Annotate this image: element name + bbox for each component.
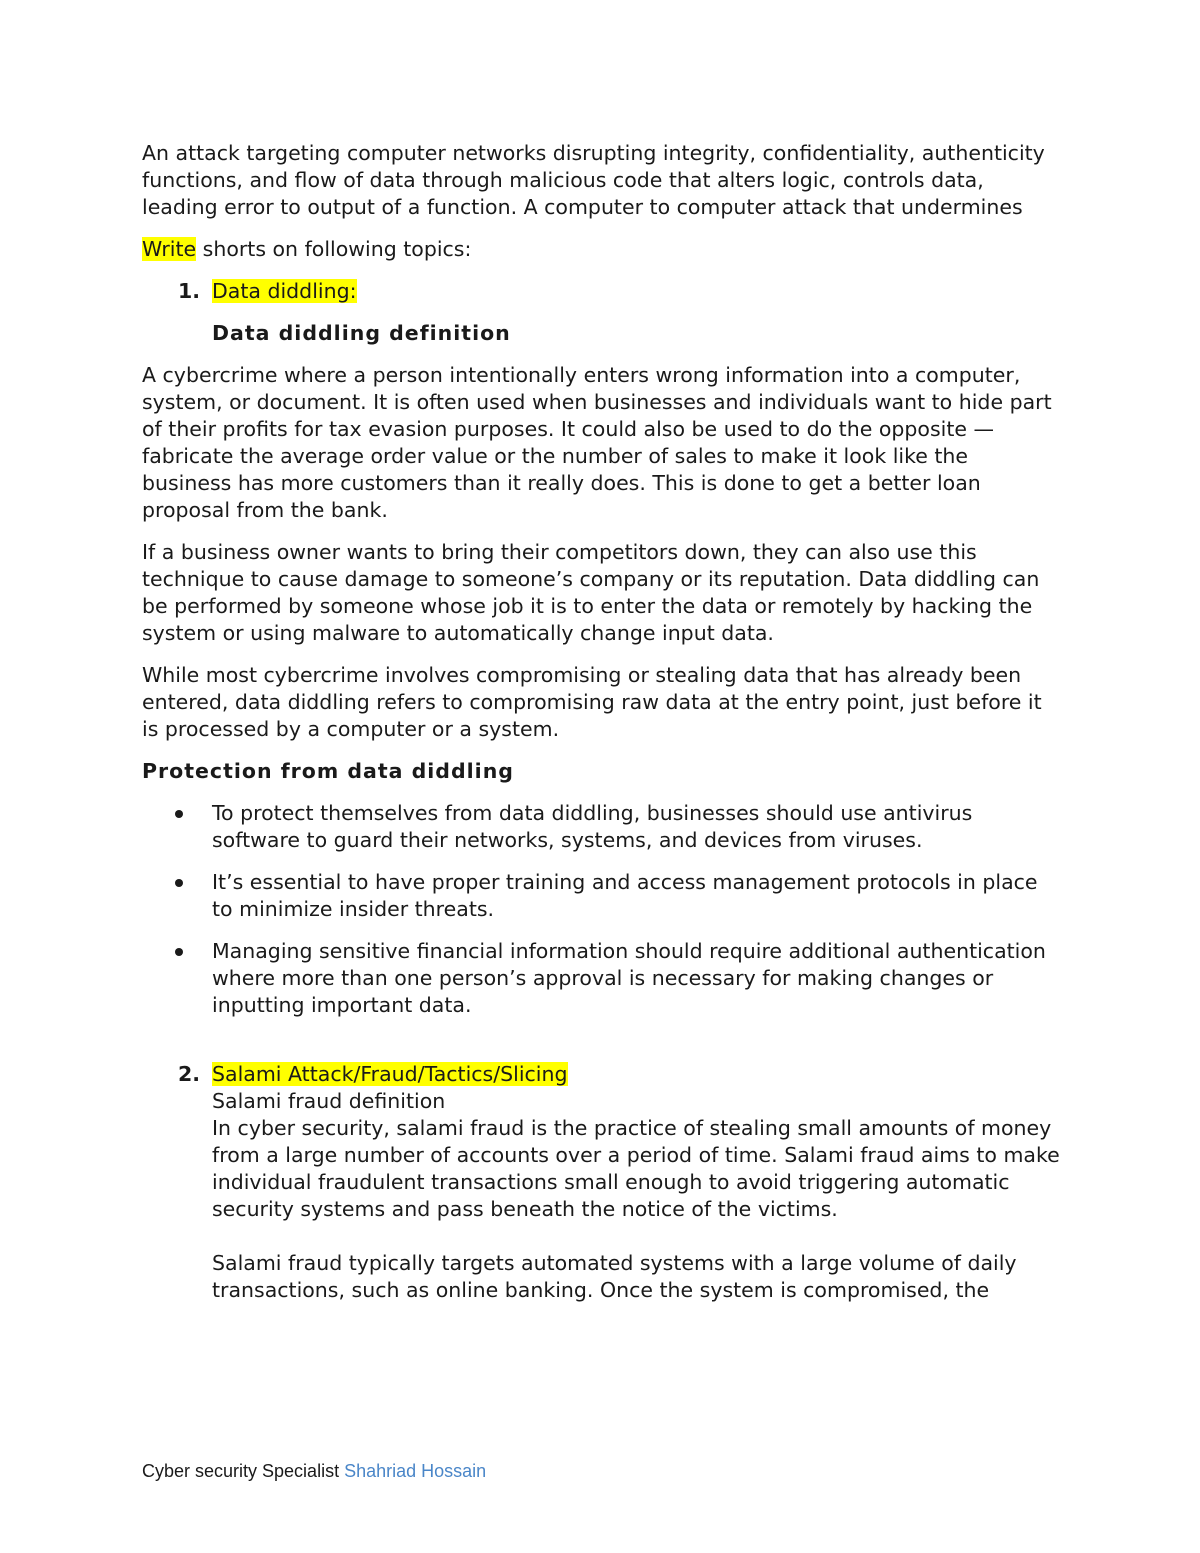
page-footer — [142, 1461, 486, 1482]
footer-author-name: Shahriad Hossain — [344, 1461, 487, 1481]
topic-1-paragraph-3: While most cybercrime involves compromising or stealing data that has already been entered, data diddling refers to compromising raw data at the entry point, just before it is processed by a computer or a system. — [142, 663, 1042, 741]
list-item-text: To protect themselves from data diddling, businesses should use antivirus software to guard their networks, systems, and devices from viruses. — [212, 801, 973, 852]
topic-1-title: Data diddling: — [212, 279, 357, 303]
intro-paragraph: An attack targeting computer networks disrupting integrity, confidentiality, authenticity functions, and flow of data through malicious code that alters logic, controls data, leading error to output of a function. A computer to computer attack that undermines — [142, 141, 1045, 219]
topic-2-title: Salami Attack/Fraud/Tactics/Slicing — [212, 1062, 568, 1086]
document-body — [142, 140, 1062, 1304]
instruction-line — [142, 236, 1062, 263]
topic-1-paragraph-2: If a business owner wants to bring their competitors down, they can also use this technique to cause damage to someone’s company or its reputation. Data diddling can be performed by someone whose job it is to enter the data or remotely by hacking the system or using malware to automatically change input data. — [142, 540, 1040, 645]
data-diddling-definition-heading: Data diddling definition — [212, 321, 511, 345]
instruction-text: shorts on following topics: — [196, 237, 472, 261]
protection-list — [142, 800, 1062, 1019]
blank-line — [212, 1223, 1062, 1250]
footer-role: Cyber security Specialist — [142, 1461, 340, 1481]
spacer — [142, 1034, 1062, 1061]
topic-2-block — [142, 1061, 1062, 1304]
list-item-text: It’s essential to have proper training and access management protocols in place to minimize insider threats. — [212, 870, 1038, 921]
highlighted-word: Write — [142, 237, 197, 261]
bullet-icon — [175, 948, 183, 956]
list-item-text: Managing sensitive financial information should require additional authentication where more than one person’s approval is necessary for making changes or inputting important data. — [212, 939, 1046, 1017]
bullet-icon — [175, 879, 183, 887]
topic-2-paragraph-1: In cyber security, salami fraud is the practice of stealing small amounts of money from a large number of accounts over a period of time. Salami fraud aims to make individual fraudulent transactions small enough to avoid triggering automatic security systems and pass beneath the notice of the victims. — [212, 1116, 1060, 1221]
salami-definition-heading: Salami fraud definition — [212, 1089, 446, 1113]
topic-1-heading — [142, 278, 1062, 305]
list-item — [142, 800, 1062, 854]
topic-2-paragraph-2: Salami fraud typically targets automated systems with a large volume of daily transactions, such as online banking. Once the system is compromised, the — [212, 1251, 1017, 1302]
list-item — [142, 869, 1062, 923]
topic-1-number: 1. — [178, 279, 201, 303]
protection-heading: Protection from data diddling — [142, 759, 514, 783]
list-item — [142, 938, 1062, 1019]
topic-1-paragraph-1: A cybercrime where a person intentionally enters wrong information into a computer, system, or document. It is often used when businesses and individuals want to hide part of their profits for tax evasion purposes. It could also be used to do the opposite — fabricate the average order value or the number of sales to make it look like the business has more customers than it really does. This is done to get a better loan proposal from the bank. — [142, 363, 1052, 522]
bullet-icon — [175, 810, 183, 818]
topic-2-number: 2. — [178, 1062, 201, 1086]
